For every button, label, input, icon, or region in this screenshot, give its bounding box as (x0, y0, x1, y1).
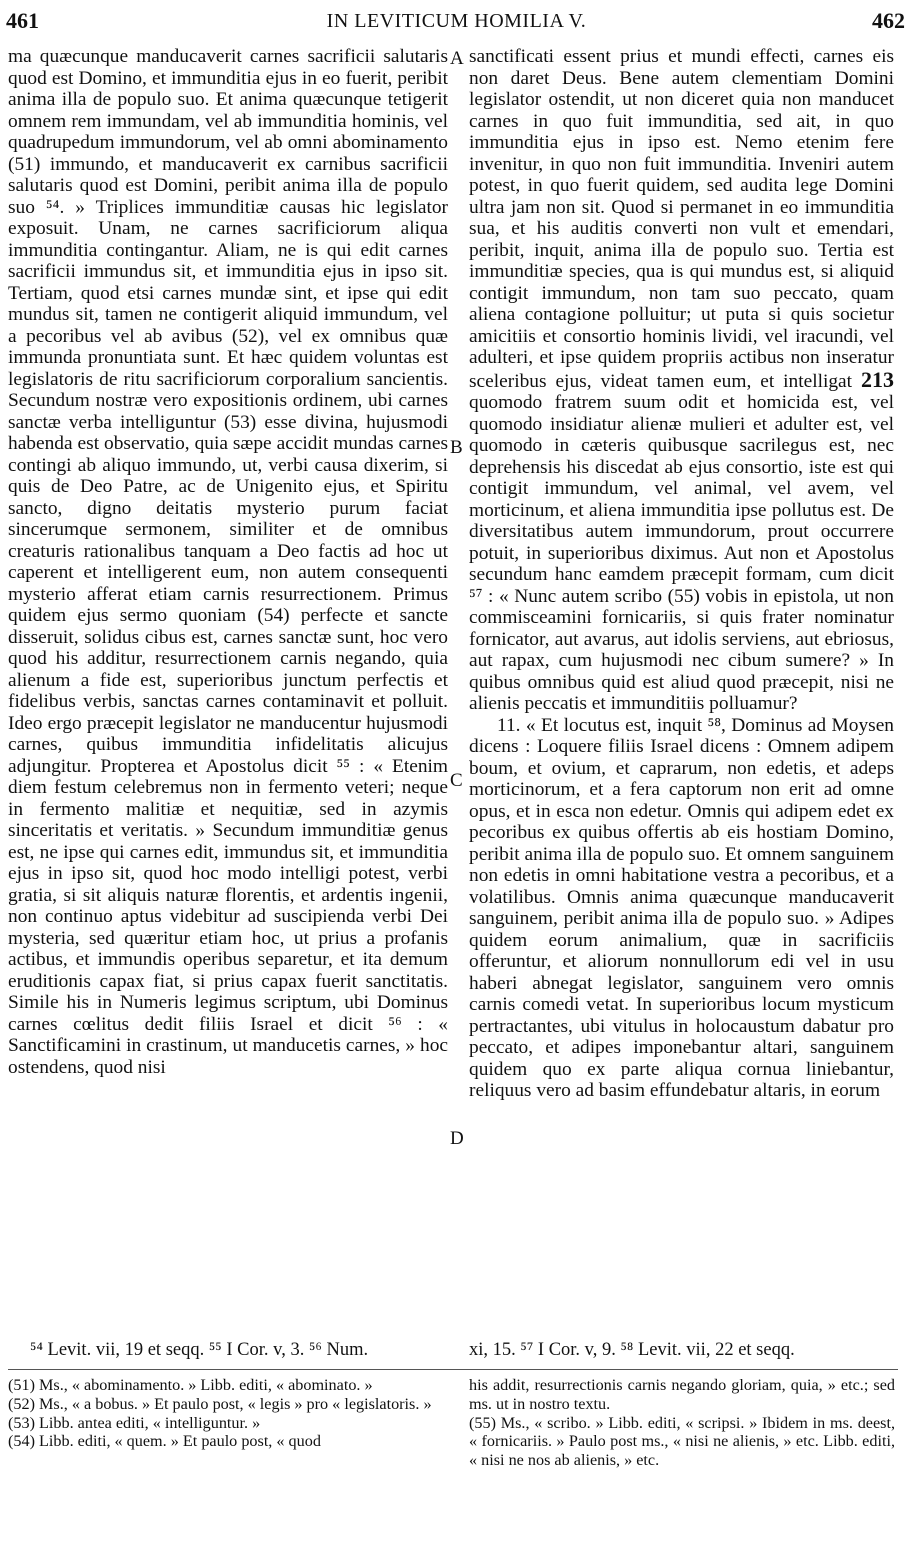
footnote-refs-right: xi, 15. ⁵⁷ I Cor. v, 9. ⁵⁸ Levit. vii, 22 et seqq. (469, 1340, 795, 1360)
footnote-refs-left: ⁵⁴ Levit. vii, 19 et seqq. ⁵⁵ I Cor. v, 3. ⁵⁶ Num. (30, 1340, 369, 1360)
notes-divider (8, 1369, 898, 1370)
left-page-number: 461 (6, 8, 39, 33)
right-column-paragraph (469, 46, 894, 715)
page-mark: 213 (860, 366, 894, 392)
note-51: (51) Ms., « abominamento. » Libb. editi, « abominato. » (8, 1376, 373, 1394)
note-54: (54) Libb. editi, « quem. » Et paulo post, « quod (8, 1432, 321, 1451)
margin-letter-d: D (450, 1128, 464, 1149)
note-52: (52) Ms., « a bobus. » Et paulo post, « legis » pro « legislatoris. » (8, 1394, 432, 1413)
page-header (0, 0, 913, 40)
notes-left (8, 1376, 453, 1451)
right-column-text-part2: quomodo fratrem suum odit et homicida est, vel quomodo insidiatur alienæ mulieri et adulter est, vel quomodo in cæteris quibusque sacrilegus est, nec deprehensis his discedat ab ejus consortio, iste est qui contigit immundum, vel animal, vel avem, vel morticinum, et aliena immunditia ipse pollutus est. De diversitatibus autem immundorum, prout occurrere potuit, in superioribus diximus. Aut non et Apostolus secundum hanc eamdem præcepit formam, cum dicit ⁵⁷ : « Nunc autem scribo (55) vobis in epistola, ut non commisceamini fornicariis, si quis frater nominatur fornicator, aut avarus, aut idolis serviens, aut ebriosus, aut rapax, cum hujusmodi nec cibum sumere? » In quibus omnibus quid est aliud quod præcepit, nisi ne alienis peccatis et immunditiis polluamur? (469, 392, 894, 714)
note-54-continued: his addit, resurrectionis carnis negando gloriam, quia, » etc.; sed ms. ut in nostro textu. (469, 1376, 895, 1413)
right-page-number: 462 (872, 8, 905, 33)
running-title: IN LEVITICUM HOMILIA V. (326, 10, 587, 32)
notes-right (469, 1376, 895, 1470)
left-column-text: ma quæcunque manducaverit carnes sacrificii salutaris quod est Domino, et immunditia ejus in eo fuerit, peribit anima illa de populo suo. Et anima quæcunque tetigerit omnem rem immundam, vel ab immunditia hominis, vel quadrupedum immundorum, vel ab omni abominamento (51) immundo, et manducaverit ex carnibus sacrificii salutaris quod est Domini, peribit anima illa de populo suo ⁵⁴. » Triplices immunditiæ causas hic legislator exposuit. Unam, ne carnes sacrificiorum aliqua immunditia contingantur. Aliam, ne is qui edit carnes sacrificii immundus sit, et immunditia ejus in ipso sit. Tertiam, quod etsi carnes mundæ sint, et ipse qui edit mundus sit, tamen ne contigerit aliquid immundum, vel a pecoribus vel ab avibus (52), vel ex omnibus quæ immunda pronuntiata sunt. Et hæc quidem voluntas est legislatoris de ritu sacrificiorum corporalium sancientis. Secundum nostræ vero expositionis ordinem, ubi carnes sanctæ verba intelliguntur (53) esse divina, hujusmodi habenda est observatio, quia sæpe accidit mundas carnes contingi ab aliquo immundo, ut, verbi causa dixerim, si quis de Deo Patre, ac de Unigenito ejus, et Spiritu sancto, digno deitatis mysterio purum faciat sincerumque sermonem, similiter et de omnibus creaturis rationalibus tanquam a Deo factis ad hoc ut caperent et intelligerent eum, non autem consequenti mysterio afferat etiam carnis resurrectionem. Primus quidem ejus sermo quoniam (54) perfecte et sancte disseruit, solidus cibus est, carnes sanctæ sunt, hoc vero quod his additur, resurrectionem carnis negando, quia alienum a fide est, superioribus junctum perfectis et fidelibus verbis, sanctas carnes contaminavit et polluit. Ideo ergo præcepit legislator ne manducentur hujusmodi carnes, quibus immunditia infidelitatis alicujus adjungitur. Propterea et Apostolus dicit ⁵⁵ : « Etenim diem festum celebremus non in fermento veteri; neque in fermento malitiæ et nequitiæ, sed in azymis sinceritatis et veritatis. » Secundum immunditiæ genus est, ne ipse qui carnes edit, immundus sit, et immunditia ejus in ipso sit, quod hoc modo intelligi potest, verbi gratia, si sit aliquis naturæ florentis, et ardentis ingenii, non continuo aptus videbitur ad suscipienda verbi Dei mysteria, sed quæritur etiam hoc, ut prius a profanis actibus, et immundis operibus separetur, et ita demum eruditionis capax fiat, si prius capax fuerit sanctitatis. Simile his in Numeris legimus scriptum, ubi Dominus carnes cœlitus dedit filiis Israel et dicit ⁵⁶ : « Sanctificamini in crastinum, ut manducetis carnes, » hoc ostendens, quod nisi (8, 46, 448, 1078)
paragraph-11: 11. « Et locutus est, inquit ⁵⁸, Dominus ad Moysen dicens : Loquere filiis Israel dicens : Omnem adipem boum, et ovium, et caprarum, non edetis, et adeps morticinorum, et a fera captorum non erit ad omne opus, et in esca non edetur. Omnis qui adipem edet ex pecoribus ex quibus offertis ab eis hostiam Domino, peribit anima illa de populo suo. Et omnem sanguinem non edetis in omni habitatione vestra a pecoribus, et a volatilibus. Omnis anima quæcunque manducaverit sanguinem, peribit anima illa de populo suo. » Adipes quidem eorum animalium, quæ in sacrificiis offeruntur, et aliorum nonnullorum edi vel in usu haberi abnegat legislator, sanguinem vero omnis carnis comedi vetat. In superioribus locum mysticum pertractantes, ubi vitulus in holocaustum dabatur pro peccato, et adipes imponebantur altari, sanguinem quidem quo ex parte aliqua cornua liniebantur, reliquus vero ad basim effundebatur altaris, in eorum (469, 714, 894, 1101)
right-column (469, 46, 894, 1102)
left-column (8, 46, 448, 1078)
note-55: (55) Ms., « scribo. » Libb. editi, « scripsi. » Ibidem in ms. deest, « fornicariis. » Paulo post ms., « nisi ne alienis, » etc. Libb. editi, « nisi ne nos ab alienis, » etc. (469, 1413, 895, 1470)
margin-letter-b: B (450, 437, 463, 458)
margin-letter-c: C (450, 770, 463, 791)
note-53: (53) Libb. antea editi, « intelliguntur. » (8, 1413, 261, 1432)
right-column-text-part1: sanctificati essent prius et mundi effecti, carnes eis non daret Deus. Bene autem clementiam Domini legislator ostendit, ut non diceret quia non manducet carnes in quo fuit immunditia, sed ait, in quo immunditia ejus in ipso est. Nemo etenim fere invenitur, in quo non fuit immunditia. Inveniri autem potest, in quo fuerit quidem, sed audita lege Domini ultra jam non sit. Quod si permanet in eo immunditia sua, et his auditis converti non vult et emendari, peribit, inquit, anima illa de populo suo. Tertia est immunditiæ species, qua is qui mundus est, si aliquid contigit immundum, non tam suo peccato, quam aliena contagione polluitur; ut puta si quis societur amicitiis et consortio hominis lividi, vel iracundi, vel adulteri, et ipse quidem propriis actibus non inseratur sceleribus ejus, videat tamen eum, et intelligat (469, 46, 894, 392)
margin-letter-a: A (450, 48, 464, 69)
